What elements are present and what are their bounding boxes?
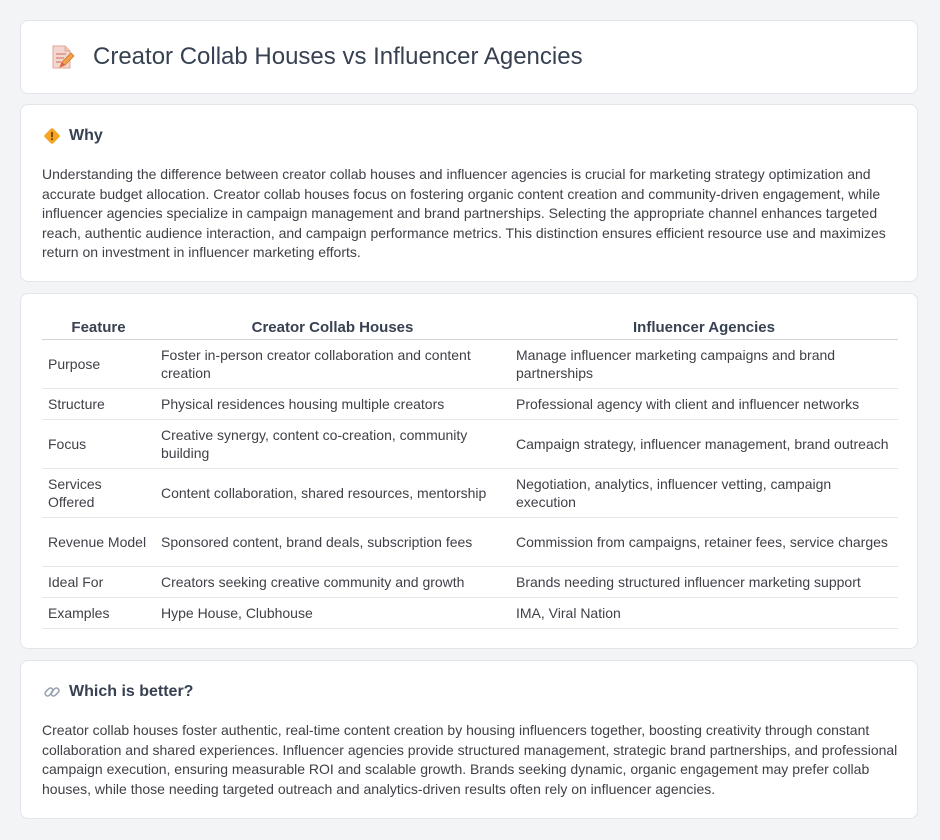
link-icon [43, 683, 61, 701]
table-cell: Examples [42, 598, 155, 629]
table-cell: Professional agency with client and influencer networks [510, 389, 898, 420]
header-feature: Feature [42, 316, 155, 340]
table-cell: Hype House, Clubhouse [155, 598, 510, 629]
comparison-section [20, 293, 918, 649]
table-cell: Services Offered [42, 469, 155, 518]
document-pencil-icon [47, 43, 75, 71]
table-cell: Campaign strategy, influencer management, brand outreach [510, 420, 898, 469]
better-header [43, 683, 193, 701]
table-cell: Negotiation, analytics, influencer vetting, campaign execution [510, 469, 898, 518]
better-body: Creator collab houses foster authentic, real-time content creation by housing influencers together, boosting creativity through constant collaboration and shared experiences. Influencer agencies provide structured management, strategic brand partnerships, and professional campaign execution, ensuring measurable ROI and scalable growth. Brands seeking dynamic, organic engagement may prefer collab houses, while those needing targeted outreach and analytics-driven results often rely on influencer agencies. [42, 722, 898, 797]
table-cell: Ideal For [42, 567, 155, 598]
header-agencies: Influencer Agencies [510, 316, 898, 340]
why-section [20, 104, 918, 282]
table-row [42, 389, 898, 420]
table-cell: IMA, Viral Nation [510, 598, 898, 629]
table-cell: Focus [42, 420, 155, 469]
table-cell: Foster in-person creator collaboration and content creation [155, 340, 510, 389]
why-header [43, 127, 103, 145]
which-better-section [20, 660, 918, 819]
table-header-row [42, 316, 898, 340]
table-cell: Purpose [42, 340, 155, 389]
table-cell: Sponsored content, brand deals, subscription fees [155, 518, 510, 567]
table-cell: Brands needing structured influencer marketing support [510, 567, 898, 598]
table-cell: Creators seeking creative community and growth [155, 567, 510, 598]
better-title: Which is better? [69, 683, 194, 700]
table-row [42, 567, 898, 598]
why-title: Why [69, 127, 103, 144]
table-cell: Creative synergy, content co-creation, community building [155, 420, 510, 469]
why-body: Understanding the difference between creator collab houses and influencer agencies is crucial for marketing strategy optimization and accurate budget allocation. Creator collab houses focus on fostering organic content creation and community-driven engagement, while influencer agencies specialize in campaign management and brand partnerships. Selecting the appropriate channel enhances targeted reach, authentic audience interaction, and campaign performance metrics. This distinction ensures efficient resource use and maximizes return on investment in influencer marketing efforts. [42, 166, 886, 261]
title-card [20, 20, 918, 94]
table-row [42, 598, 898, 629]
table-cell: Physical residences housing multiple creators [155, 389, 510, 420]
header-collab-houses: Creator Collab Houses [155, 316, 510, 340]
table-cell: Content collaboration, shared resources, mentorship [155, 469, 510, 518]
table-cell: Structure [42, 389, 155, 420]
page-title: Creator Collab Houses vs Influencer Agencies [93, 43, 583, 70]
table-row [42, 469, 898, 518]
table-cell: Revenue Model [42, 518, 155, 567]
table-cell: Manage influencer marketing campaigns and brand partnerships [510, 340, 898, 389]
table-row [42, 518, 898, 567]
table-cell: Commission from campaigns, retainer fees, service charges [510, 518, 898, 567]
table-row [42, 420, 898, 469]
comparison-table [42, 316, 898, 629]
table-row [42, 340, 898, 389]
diamond-warning-icon [43, 127, 61, 145]
